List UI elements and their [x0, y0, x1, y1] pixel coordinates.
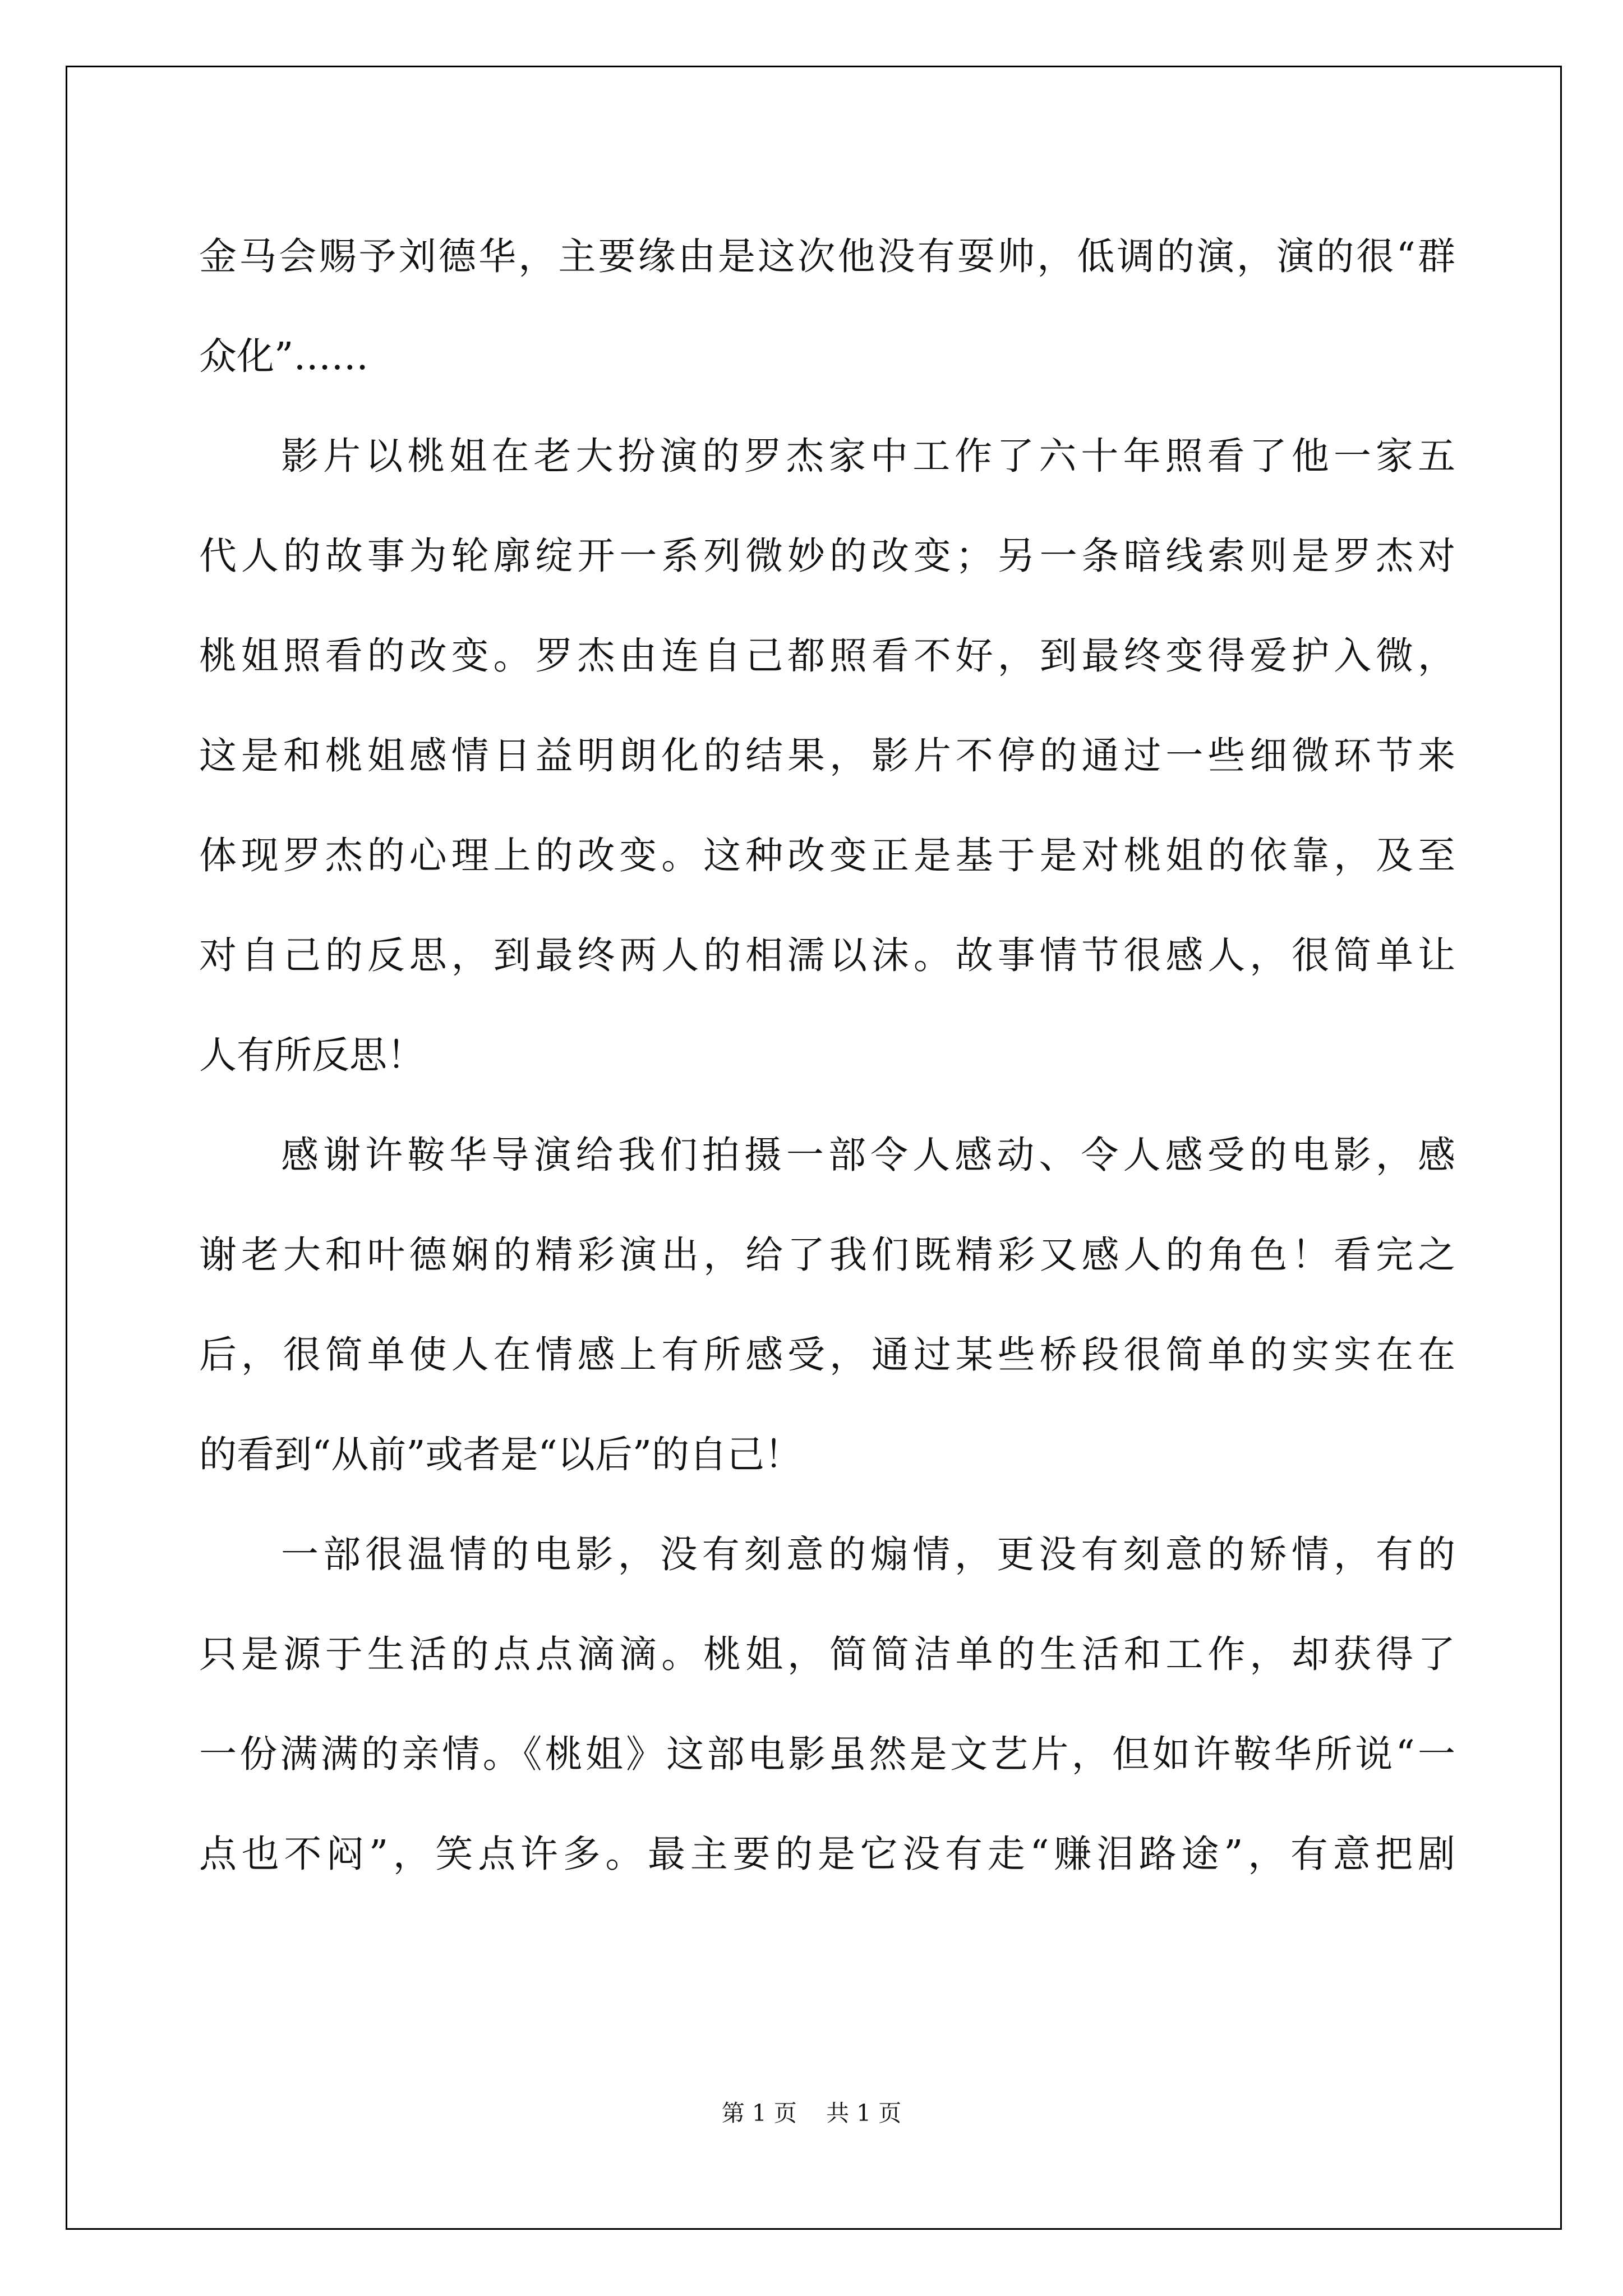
text-line: 影片以桃姐在老大扮演的罗杰家中工作了六十年照看了他一家五	[281, 434, 1455, 478]
text-line: 金马会赐予刘德华，主要缘由是这次他没有耍帅，低调的演，演的很“群	[199, 234, 1455, 278]
text-line: 对自己的反思，到最终两人的相濡以沫。故事情节很感人，很简单让	[199, 933, 1455, 977]
text-line: 的看到“从前”或者是“以后”的自己！	[199, 1433, 803, 1476]
text-line: 众化”……	[199, 334, 369, 378]
text-line: 体现罗杰的心理上的改变。这种改变正是基于是对桃姐的依靠，及至	[199, 834, 1455, 877]
text-line: 一份满满的亲情。《桃姐》这部电影虽然是文艺片，但如许鞍华所说“一	[199, 1732, 1455, 1776]
text-line: 后，很简单使人在情感上有所感受，通过某些桥段很简单的实实在在	[199, 1333, 1455, 1377]
text-line: 这是和桃姐感情日益明朗化的结果，影片不停的通过一些细微环节来	[199, 734, 1455, 777]
text-line: 一部很温情的电影，没有刻意的煽情，更没有刻意的矫情，有的	[281, 1533, 1455, 1576]
text-line: 感谢许鞍华导演给我们拍摄一部令人感动、令人感受的电影，感	[281, 1133, 1455, 1177]
page-number: 第 1 页	[721, 2100, 797, 2127]
text-line: 代人的故事为轮廓绽开一系列微妙的改变；另一条暗线索则是罗杰对	[199, 534, 1455, 578]
document-body	[199, 206, 1455, 1904]
text-line: 人有所反思！	[199, 1033, 425, 1077]
text-line: 桃姐照看的改变。罗杰由连自己都照看不好，到最终变得爱护入微，	[199, 634, 1455, 678]
text-line: 点也不闷”，笑点许多。最主要的是它没有走“赚泪路途”，有意把剧	[199, 1832, 1455, 1876]
text-line: 只是源于生活的点点滴滴。桃姐，简简洁单的生活和工作，却获得了	[199, 1632, 1455, 1676]
page-total: 共 1 页	[826, 2100, 902, 2127]
page-footer	[0, 2095, 1623, 2128]
text-line: 谢老大和叶德娴的精彩演出，给了我们既精彩又感人的角色！看完之	[199, 1233, 1455, 1277]
